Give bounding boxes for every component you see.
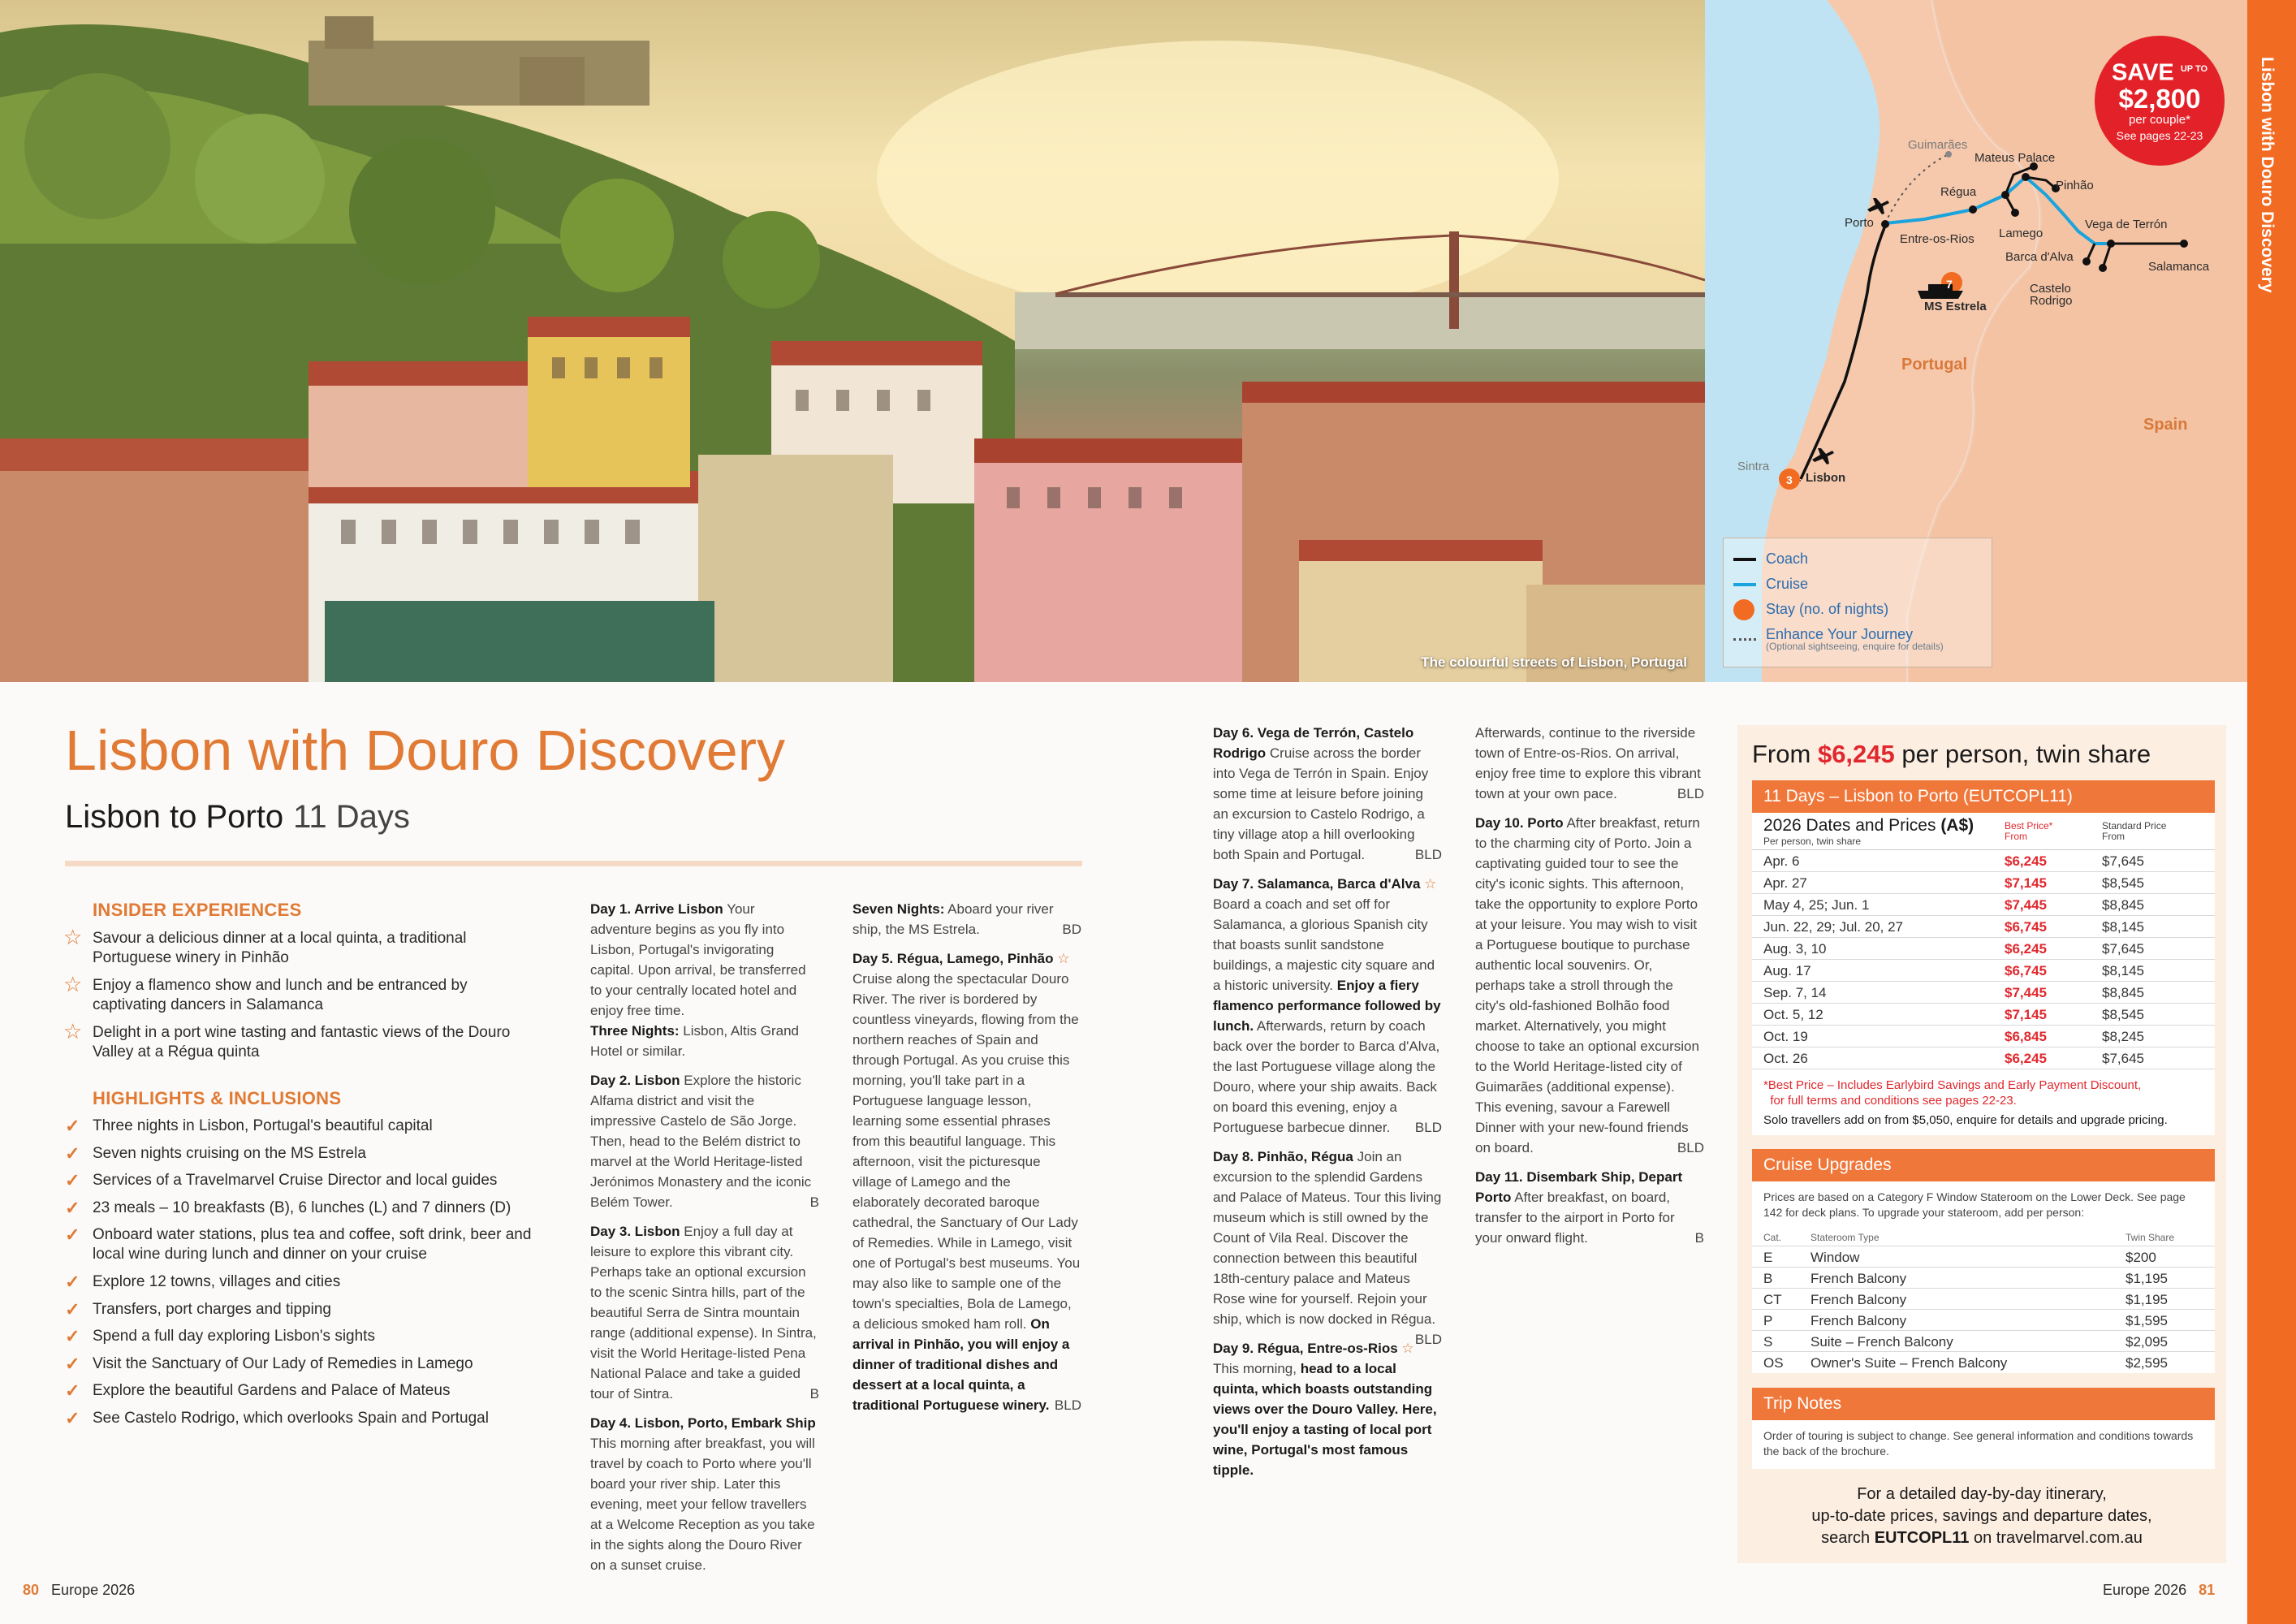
solo-note: Solo travellers add on from $5,050, enquire for details and upgrade pricing. — [1763, 1113, 2168, 1127]
highlights-list — [63, 1116, 567, 1436]
legend-cruise: Cruise — [1733, 572, 1982, 597]
legend-enhance: Enhance Your Journey (Optional sightseeing, enquire for details) — [1733, 622, 1982, 656]
price-table — [1752, 813, 2215, 1135]
itinerary-day-11: Day 11. Disembark Ship, Depart Porto After breakfast, on board, transfer to the airport in Porto for your onward flight. B — [1475, 1169, 1704, 1246]
list-item: ☆ Enjoy a flamenco show and lunch and be entranced by captivating dancers in Salamanca — [63, 972, 468, 1013]
table-row: Apr. 27 $7,145 $8,545 — [1752, 872, 2215, 894]
page-spine-tab — [2247, 0, 2296, 1624]
itinerary-day-9: Day 9. Régua, Entre-os-Rios ☆ This morning, head to a local quinta, which boasts outstanding views over the Douro Valley. Here, you'll enjoy a tasting of local port wine, Portugal's most famous tipple. — [1213, 1341, 1437, 1478]
check-icon: ✓ — [65, 1407, 80, 1428]
table-row: B French Balcony $1,195 — [1752, 1268, 2215, 1289]
list-item: ✓ Onboard water stations, plus tea and coffee, soft drink, beer and local wine during lunch and dinner on your cruise — [65, 1224, 532, 1263]
table-row: May 4, 25; Jun. 1 $7,445 $8,845 — [1752, 894, 2215, 916]
list-item: ✓ Transfers, port charges and tipping — [65, 1298, 331, 1320]
itinerary-column-2 — [852, 899, 1081, 1424]
cruise-upgrades-heading: Cruise Upgrades — [1752, 1149, 2215, 1181]
map-label-lisbon: Lisbon — [1806, 471, 1846, 485]
check-icon: ✓ — [65, 1116, 80, 1136]
map-label-spain: Spain — [2143, 416, 2188, 434]
itinerary-day-1: Day 1. Arrive Lisbon Your adventure begins as you fly into Lisbon, Portugal's invigorating capital. Upon arrival, be transferred to your centrally located hotel and enjoy free time. Three Nights: Lisbon, Altis Grand Hotel or similar. — [590, 901, 806, 1059]
itinerary-day-2: Day 2. Lisbon Explore the historic Alfama district and visit the impressive Castelo de São Jorge. Then, head to the Belém district to marvel at the World Heritage-listed Jerónimos Monastery and the iconic Belém Tower. B — [590, 1073, 819, 1210]
itinerary-day-6: Day 6. Vega de Terrón, Castelo Rodrigo Cruise across the border into Vega de Terrón in Spain. Enjoy some time at leisure before joining an excursion to Castelo Rodrigo, a tiny village atop a hill overlooking both Spain and Portugal. BLD — [1213, 725, 1442, 862]
upgrades-intro: Prices are based on a Category F Window Stateroom on the Lower Deck. See page 142 for deck plans. To upgrade your stateroom, add per person: — [1763, 1190, 2186, 1219]
map-label-salamanca: Salamanca — [2148, 260, 2210, 274]
spine-title: Lisbon with Douro Discovery — [2258, 57, 2277, 293]
list-item: ✓ Explore 12 towns, villages and cities — [65, 1271, 341, 1292]
table-row: Oct. 19 $6,845 $8,245 — [1752, 1026, 2215, 1047]
map-label-porto: Porto — [1845, 216, 1874, 230]
star-icon: ☆ — [63, 925, 83, 949]
lisbon-stay-count: 3 — [1786, 473, 1793, 486]
trip-notes-box — [1752, 1420, 2215, 1469]
map-label-portugal: Portugal — [1901, 356, 1968, 374]
star-icon: ☆ — [63, 1019, 83, 1043]
itinerary-day-4: Day 4. Lisbon, Porto, Embark Ship This morning after breakfast, you will travel by coach to Porto where you'll board your river ship. Later this evening, meet your fellow travellers at a Welcome Reception as you take in the sights along the Douro River on a sunset cruise. — [590, 1415, 816, 1573]
ship-icon — [1918, 291, 1963, 299]
list-item: ☆ Savour a delicious dinner at a local quinta, a traditional Portuguese winery in Pinhão — [63, 925, 467, 966]
itinerary-day-9-cont: Afterwards, continue to the riverside town of Entre-os-Rios. On arrival, enjoy free time to explore this vibrant town at your own pace. BLD — [1475, 725, 1704, 801]
itinerary-day-7: Day 7. Salamanca, Barca d'Alva ☆ Board a coach and set off for Salamanca, a glorious Spanish city that boasts sunlit sandstone buildings, a majestic city square and a historic university. Enjoy a fiery flamenco performance followed by lunch. Afterwards, return by coach back over the border to Barca d'Alva, the last Portuguese village along the Douro, where your ship awaits. Back on board this evening, enjoy a Portuguese barbecue dinner. BLD — [1213, 876, 1442, 1135]
star-icon: ☆ — [1424, 876, 1437, 892]
tour-code-bar: 11 Days – Lisbon to Porto (EUTCOPL11) — [1752, 780, 2215, 813]
itinerary-column-3 — [1213, 723, 1442, 1489]
itinerary-column-1 — [590, 899, 819, 1584]
table-row: Oct. 5, 12 $7,145 $8,545 — [1752, 1004, 2215, 1026]
map-label-ms-estrela: MS Estrela — [1924, 300, 1987, 313]
map-label-castelo: Castelo — [2030, 282, 2071, 296]
save-badge: SAVE $^{UP TO}$ $2,800 per couple* See pages 22-23 — [2095, 36, 2225, 166]
photo-caption: The colourful streets of Lisbon, Portugal — [1421, 654, 1687, 670]
map-label-entre-os-rios: Entre-os-Rios — [1900, 232, 1974, 246]
table-row: Apr. 6 $6,245 $7,645 — [1752, 850, 2215, 872]
itinerary-day-4-cont: Seven Nights: Aboard your river ship, the MS Estrela. BD — [852, 901, 1081, 937]
check-icon: ✓ — [65, 1197, 80, 1218]
table-row: OS Owner's Suite – French Balcony $2,595 — [1763, 1355, 2168, 1371]
check-icon: ✓ — [65, 1224, 80, 1246]
table-row: Aug. 3, 10 $6,245 $7,645 — [1752, 938, 2215, 960]
legend-stay: Stay (no. of nights) — [1733, 597, 1982, 622]
list-item: ✓ 23 meals – 10 breakfasts (B), 6 lunches (L) and 7 dinners (D) — [65, 1197, 511, 1218]
itinerary-column-4 — [1475, 723, 1704, 1257]
list-item: ✓ Visit the Sanctuary of Our Lady of Remedies in Lamego — [65, 1353, 473, 1374]
page-subtitle: Lisbon to Porto 11 Days — [65, 799, 410, 835]
star-icon: ☆ — [1401, 1341, 1414, 1356]
map-label-barca-dalva: Barca d'Alva — [2005, 250, 2074, 264]
footer-left: 80 Europe 2026 — [23, 1582, 136, 1598]
itinerary-day-10: Day 10. Porto After breakfast, return to the charming city of Porto. Join a captivating guided tour to see the city's iconic sights. This afternoon, take the opportunity to explore Porto at your leisure. You may wish to visit a Portuguese boutique to purchase authentic local souvenirs. Or, perhaps take a stroll through the city's old-fashioned Bolhão food market. Alternatively, you might choose to take an optional excursion to the World Heritage-listed city of Guimarães (additional expense). This evening, savour a Farewell Dinner with your new-found friends on board. BLD — [1475, 815, 1704, 1155]
star-icon: ☆ — [1057, 951, 1070, 966]
list-item: ✓ Explore the beautiful Gardens and Palace of Mateus — [65, 1380, 451, 1402]
hero-photo — [0, 0, 1705, 682]
list-item: ☆ Delight in a port wine tasting and fantastic views of the Douro Valley at a Régua quinta — [63, 1019, 511, 1060]
map-label-mateus-palace: Mateus Palace — [1974, 151, 2056, 165]
detail-note: For a detailed day-by-day itinerary, up-to-date prices, savings and departure dates, search EUTCOPL11 on travelmarvel.com.au — [1811, 1485, 2152, 1547]
table-row: P French Balcony $1,595 — [1752, 1310, 2215, 1331]
table-row: Jun. 22, 29; Jul. 20, 27 $6,745 $8,145 — [1752, 916, 2215, 938]
upgrades-header: Cat. Stateroom Type Twin Share — [1752, 1229, 2215, 1246]
check-icon: ✓ — [65, 1326, 80, 1347]
table-row: CT French Balcony $1,195 — [1752, 1289, 2215, 1310]
check-icon: ✓ — [65, 1142, 80, 1164]
table-row: Sep. 7, 14 $7,445 $8,845 — [1752, 982, 2215, 1004]
map-label-sintra: Sintra — [1737, 460, 1770, 473]
insider-heading: INSIDER EXPERIENCES — [93, 900, 302, 920]
highlights-heading: HIGHLIGHTS & INCLUSIONS — [93, 1088, 342, 1108]
legend-coach: Coach — [1733, 546, 1982, 572]
trip-notes-heading: Trip Notes — [1752, 1388, 2215, 1420]
list-item: ✓ Spend a full day exploring Lisbon's sights — [65, 1326, 375, 1347]
map-label-lamego: Lamego — [1999, 227, 2044, 240]
table-row: S Suite – French Balcony $2,095 — [1752, 1331, 2215, 1352]
map-legend — [1723, 538, 1992, 667]
price-table-header: 2026 Dates and Prices (A$) Per person, twin share Best Price* From Standard Price From — [1752, 813, 2215, 850]
ship-stay-count: 7 — [1946, 278, 1953, 291]
list-item: ✓ Seven nights cruising on the MS Estrela — [65, 1142, 366, 1164]
list-item: ✓ See Castelo Rodrigo, which overlooks Spain and Portugal — [65, 1407, 489, 1428]
check-icon: ✓ — [65, 1271, 80, 1292]
title-divider — [65, 861, 1082, 866]
list-item: ✓ Three nights in Lisbon, Portugal's beautiful capital — [65, 1116, 433, 1136]
footer-right: Europe 2026 81 — [2103, 1582, 2216, 1598]
star-icon: ☆ — [63, 972, 83, 996]
map-label-guimaraes: Guimarães — [1908, 138, 1968, 152]
list-item: ✓ Services of a Travelmarvel Cruise Director and local guides — [65, 1170, 498, 1191]
insider-list — [63, 925, 550, 1070]
itinerary-day-5: Day 5. Régua, Lamego, Pinhão ☆ Cruise along the spectacular Douro River. The river is bordered by countless vineyards, flowing from the northern reaches of Spain and through Portugal. As you cruise this morning, you'll take part in a Portuguese language lesson, learning some essential phrases from this beautiful language. This afternoon, visit the picturesque village of Lamego and the elaborately decorated baroque cathedral, the Sanctuary of Our Lady of Remedies. While in Lamego, visit one of Portugal's best museums. You may also like to sample one of the town's specialties, Bola de Lamego, a delicious smoked ham roll. On arrival in Pinhão, you will enjoy a dinner of traditional dishes and dessert at a local quinta, a traditional Portuguese winery. BLD — [852, 951, 1081, 1413]
check-icon: ✓ — [65, 1353, 80, 1374]
check-icon: ✓ — [65, 1170, 80, 1191]
lisbon-cityscape-illustration — [0, 0, 1705, 682]
table-row: Oct. 26 $6,245 $7,645 — [1752, 1047, 2215, 1069]
from-price: From $6,245 per person, twin share — [1752, 740, 2151, 768]
upgrades-table — [1752, 1181, 2215, 1373]
pricing-panel — [1737, 725, 2226, 1563]
best-price-note: *Best Price – Includes Earlybird Savings and Early Payment Discount, for full terms and conditions see pages 22-23. — [1763, 1078, 2142, 1108]
trip-notes-text: Order of touring is subject to change. See general information and conditions towards the back of the brochure. — [1763, 1429, 2194, 1458]
map-label-vega-de-terron: Vega de Terrón — [2085, 218, 2168, 231]
map-label-regua: Régua — [1940, 185, 1977, 199]
itinerary-day-3: Day 3. Lisbon Enjoy a full day at leisure to explore this vibrant city. Perhaps take an optional excursion to the scenic Sintra hills, part of the beautiful Serra de Sintra mountain range (additional expense). In Sintra, visit the World Heritage-listed Pena National Palace and take a guided tour of Sintra. B — [590, 1224, 819, 1402]
map-label-rodrigo: Rodrigo — [2030, 294, 2073, 308]
check-icon: ✓ — [65, 1298, 80, 1320]
check-icon: ✓ — [65, 1380, 80, 1402]
itinerary-day-8: Day 8. Pinhão, Régua Join an excursion to the splendid Gardens and Palace of Mateus. Tour this living museum which is still owned by the Count of Vila Real. Discover the connection between this beautiful 18th-century palace and Mateus Rose wine for yourself. Rejoin your ship, which is now docked in Régua. BLD — [1213, 1149, 1442, 1347]
table-row: Aug. 17 $6,745 $8,145 — [1752, 960, 2215, 982]
page-title: Lisbon with Douro Discovery — [65, 719, 786, 782]
table-row: E Window $200 — [1752, 1246, 2215, 1268]
map-label-pinhao: Pinhão — [2056, 179, 2094, 192]
